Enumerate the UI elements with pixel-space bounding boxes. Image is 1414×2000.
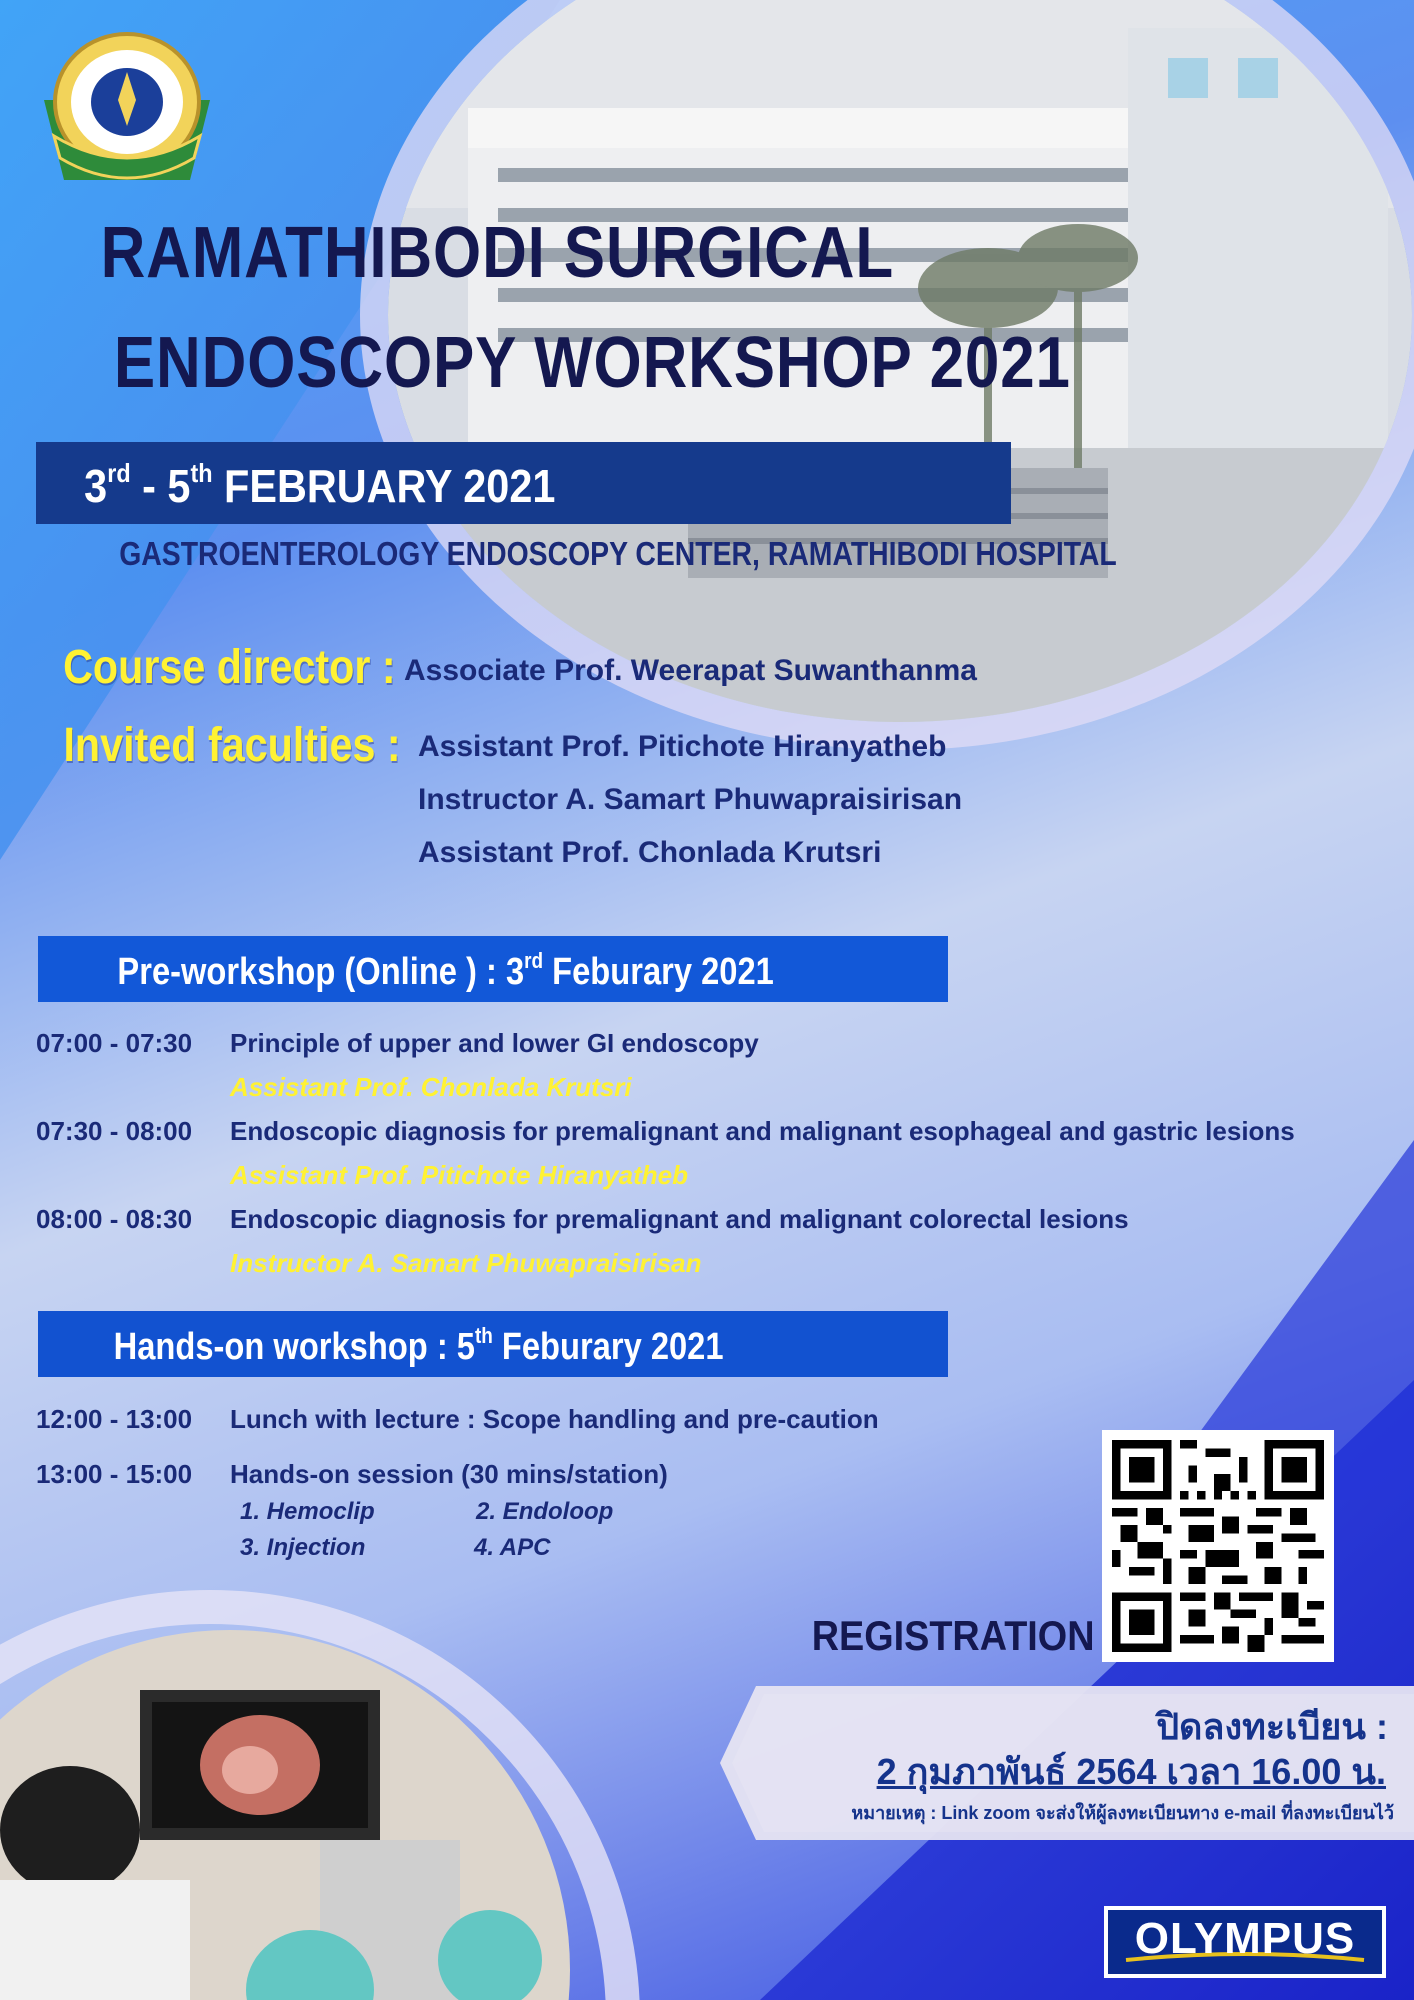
session-time: 08:00 - 08:30 [36, 1204, 193, 1234]
start-day-suffix: rd [107, 458, 131, 488]
faculty-name: Instructor A. Samart Phuwapraisirisan [418, 783, 963, 816]
event-title-line-2: ENDOSCOPY WORKSHOP 2021 [113, 323, 1071, 403]
deadline-label: ปิดลงทะเบียน : [1156, 1706, 1388, 1747]
session-topic: Hands-on session (30 mins/station) [230, 1459, 668, 1489]
hands-on-title-suffix: th [474, 1323, 493, 1348]
pre-workshop-title-rest: Feburary 2021 [543, 951, 774, 993]
session-speaker: Instructor A. Samart Phuwapraisirisan [230, 1248, 702, 1278]
event-dates [84, 458, 555, 513]
deadline-date[interactable]: 2 กุมภาพันธ์ 2564 เวลา 16.00 น. [876, 1751, 1386, 1792]
hands-on-title-rest: Feburary 2021 [492, 1326, 724, 1368]
session-speaker: Assistant Prof. Pitichote Hiranyatheb [230, 1160, 688, 1190]
pre-workshop-title-prefix: Pre-workshop (Online ) : 3 [117, 951, 525, 993]
faculty-name: Assistant Prof. Pitichote Hiranyatheb [418, 730, 947, 763]
station-item: 1. Hemoclip [240, 1498, 375, 1525]
session-time: 12:00 - 13:00 [36, 1404, 193, 1434]
qr-code-icon[interactable] [1102, 1430, 1334, 1662]
session-time: 13:00 - 15:00 [36, 1459, 193, 1489]
end-day-suffix: th [190, 458, 213, 488]
pre-workshop-title [117, 948, 773, 994]
month-year: FEBRUARY 2021 [212, 460, 556, 512]
event-title-line-1: RAMATHIBODI SURGICAL [100, 213, 895, 293]
invited-faculties-label: Invited faculties : [63, 719, 401, 772]
pre-workshop-title-suffix: rd [524, 948, 544, 973]
session-time: 07:30 - 08:00 [36, 1116, 193, 1146]
session-topic: Endoscopic diagnosis for premalignant and malignant colorectal lesions [230, 1204, 1129, 1234]
station-item: 2. Endoloop [476, 1498, 614, 1525]
start-day: 3 [84, 460, 108, 512]
session-time: 07:00 - 07:30 [36, 1028, 193, 1058]
registration-label: REGISTRATION [811, 1612, 1095, 1659]
faculty-name: Assistant Prof. Chonlada Krutsri [418, 836, 882, 869]
session-topic: Endoscopic diagnosis for premalignant and malignant esophageal and gastric lesions [230, 1116, 1295, 1146]
session-topic: Principle of upper and lower GI endoscopy [230, 1028, 759, 1058]
sponsor-name: OLYMPUS [1134, 1914, 1356, 1963]
course-director-label: Course director : [63, 641, 396, 694]
session-speaker: Assistant Prof. Chonlada Krutsri [230, 1072, 632, 1102]
station-item: 3. Injection [240, 1534, 366, 1561]
session-topic: Lunch with lecture : Scope handling and pre-caution [230, 1404, 879, 1434]
date-separator: - [130, 460, 168, 512]
zoom-link-note: หมายเหตุ : Link zoom จะส่งให้ผู้ลงทะเบียนทาง e-mail ที่ลงทะเบียนไว้ [851, 1803, 1394, 1823]
hands-on-title [114, 1323, 724, 1369]
end-day: 5 [167, 460, 191, 512]
university-seal-icon [34, 30, 220, 180]
hands-on-title-prefix: Hands-on workshop : 5 [113, 1326, 475, 1368]
course-director-name: Associate Prof. Weerapat Suwanthanma [404, 654, 977, 687]
station-item: 4. APC [474, 1534, 551, 1561]
venue: GASTROENTEROLOGY ENDOSCOPY CENTER, RAMATHIBODI HOSPITAL [119, 535, 1117, 572]
